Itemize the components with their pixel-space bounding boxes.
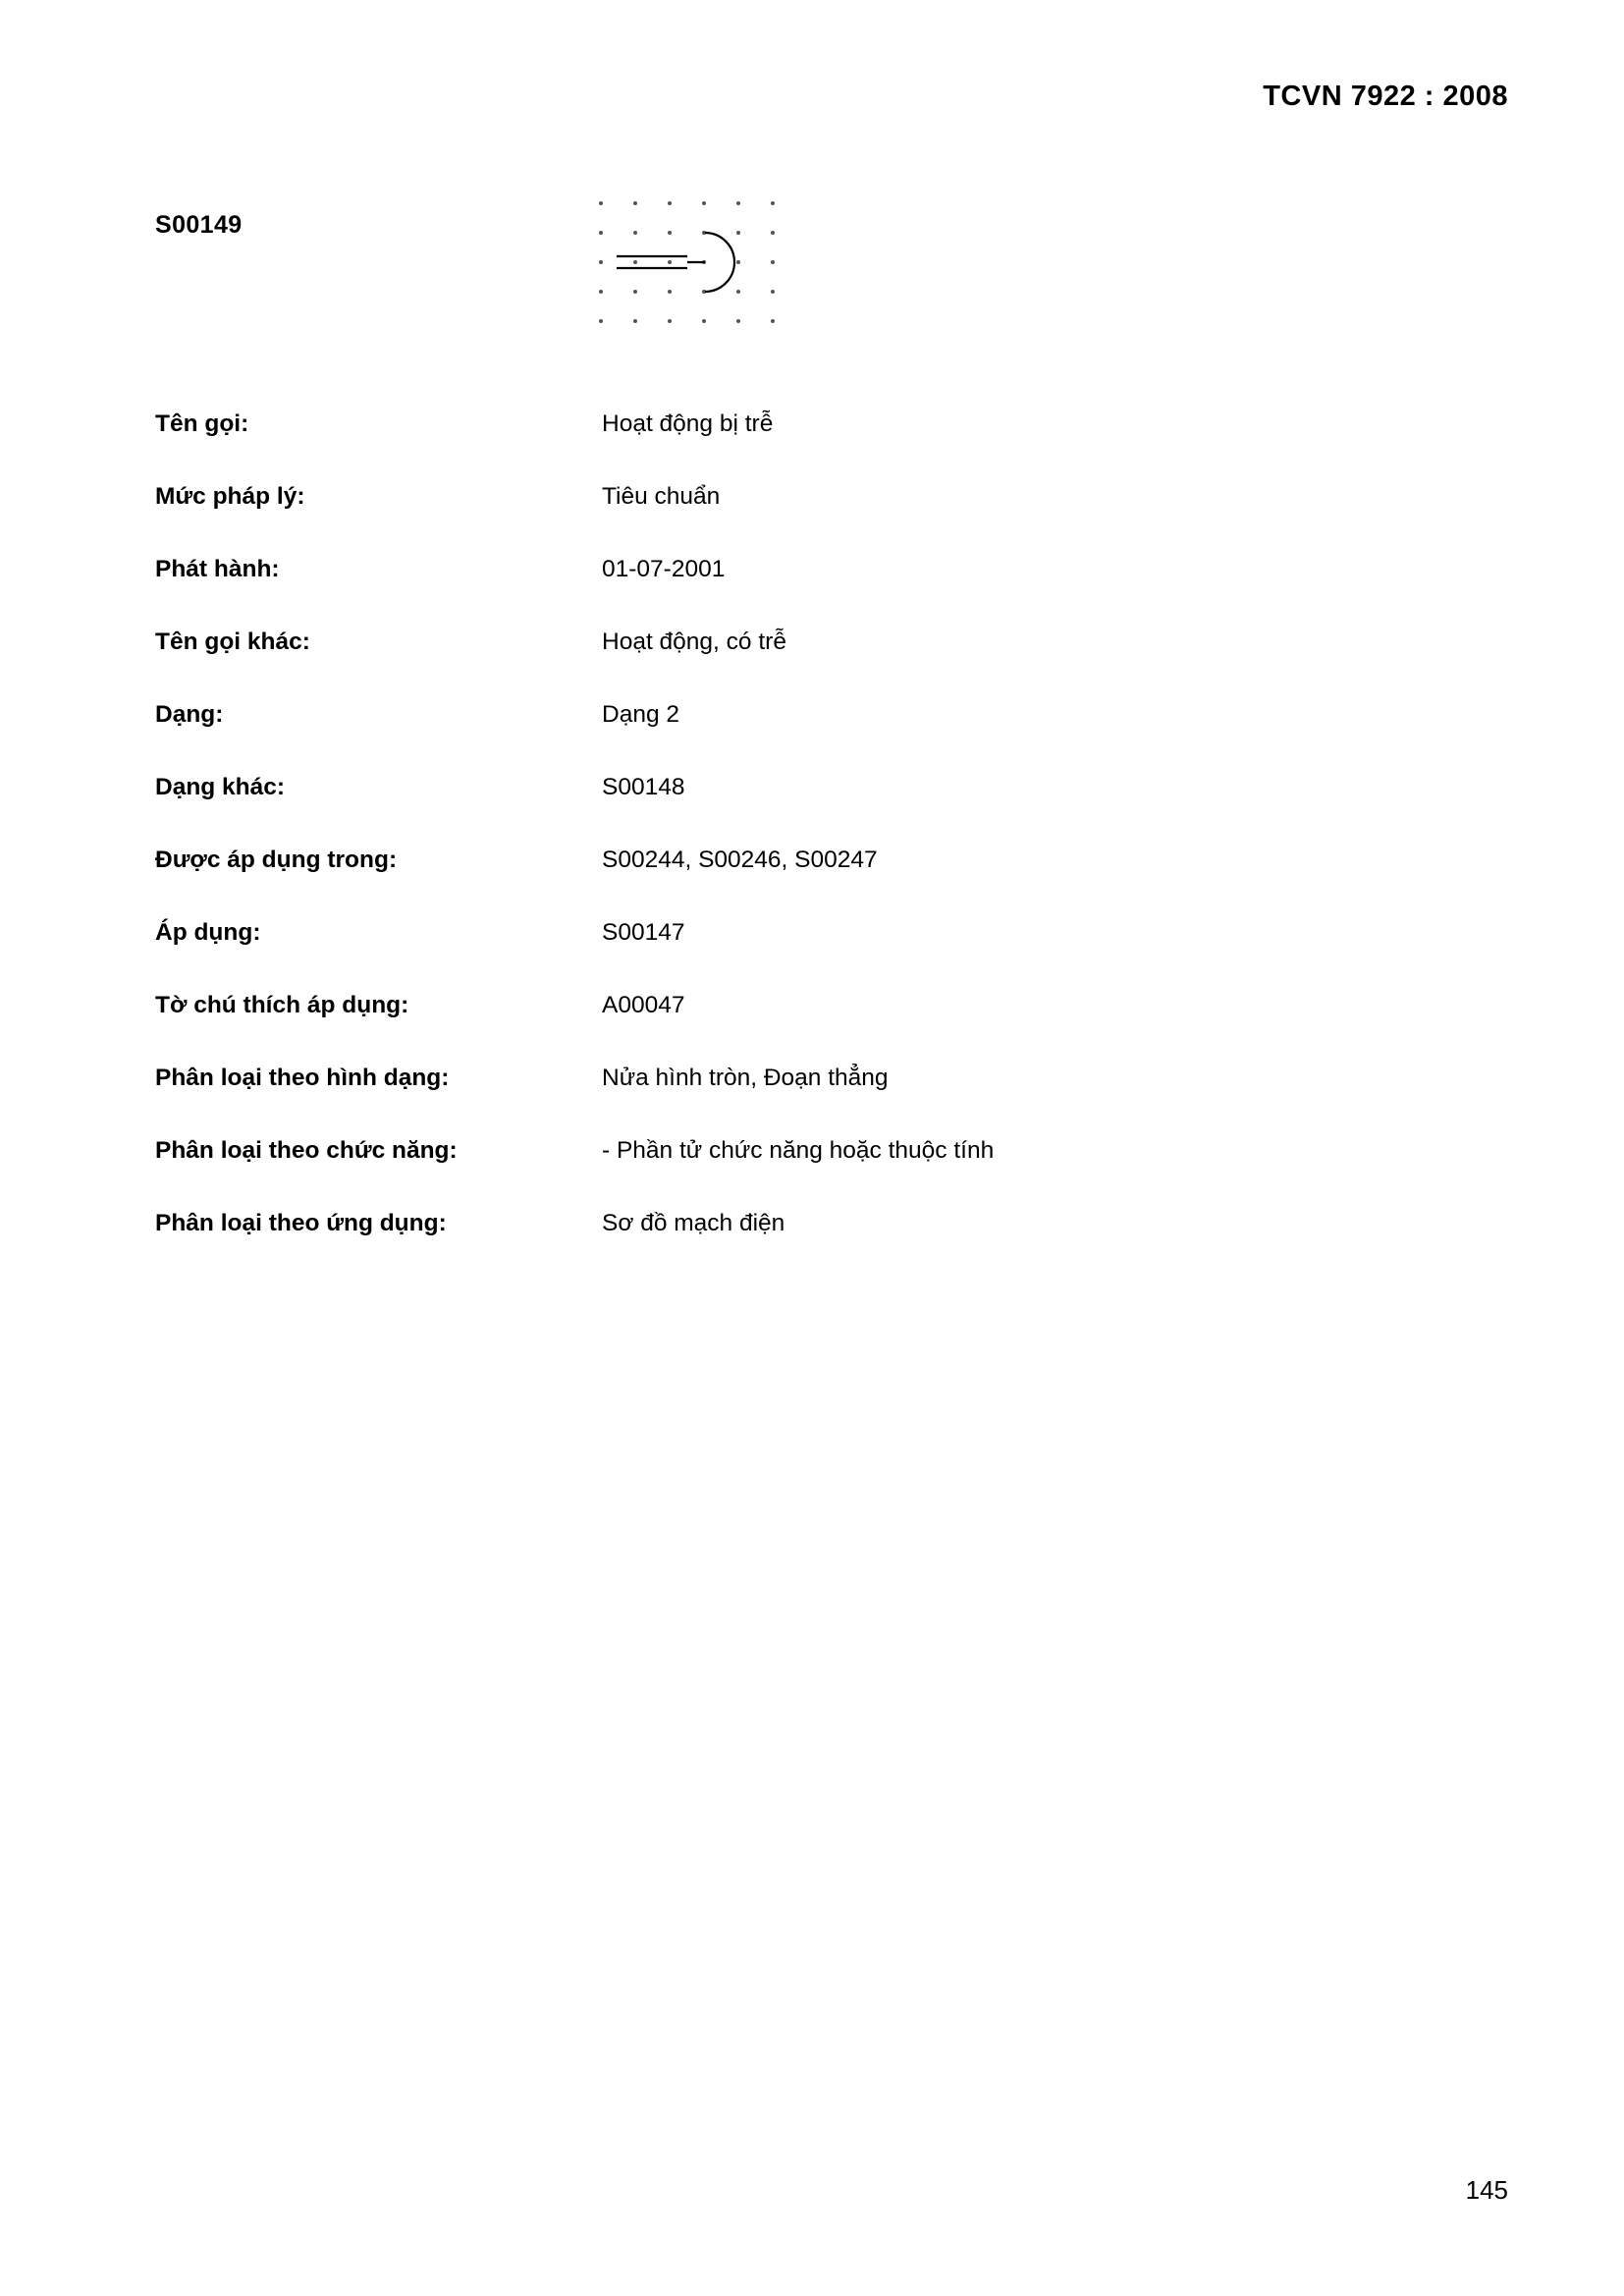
table-row	[155, 919, 1432, 992]
field-label: Phân loại theo ứng dụng:	[155, 1210, 447, 1236]
field-value: Nửa hình tròn, Đoạn thẳng	[602, 1065, 889, 1091]
field-value: A00047	[602, 992, 685, 1018]
table-row	[155, 847, 1432, 919]
field-value: Hoạt động, có trễ	[602, 629, 786, 655]
field-label: Phân loại theo hình dạng:	[155, 1065, 450, 1091]
field-value: Hoạt động bị trễ	[602, 410, 774, 437]
field-value: S00148	[602, 774, 685, 800]
field-value: 01-07-2001	[602, 556, 726, 582]
field-label: Tờ chú thích áp dụng:	[155, 992, 409, 1018]
table-row	[155, 701, 1432, 774]
table-row	[155, 1065, 1432, 1137]
table-row	[155, 629, 1432, 701]
table-row	[155, 774, 1432, 847]
table-row	[155, 1137, 1432, 1210]
field-label: Dạng khác:	[155, 774, 286, 800]
field-value: Tiêu chuẩn	[602, 483, 721, 510]
delayed-action-symbol	[589, 191, 825, 339]
field-label: Tên gọi:	[155, 410, 249, 437]
field-label: Phân loại theo chức năng:	[155, 1137, 458, 1164]
field-label: Áp dụng:	[155, 919, 261, 946]
table-row	[155, 410, 1432, 483]
field-value: Sơ đồ mạch điện	[602, 1210, 785, 1236]
field-label: Dạng:	[155, 701, 224, 728]
table-row	[155, 483, 1432, 556]
field-value: S00244, S00246, S00247	[602, 847, 878, 873]
field-label: Được áp dụng trong:	[155, 847, 398, 873]
field-value: - Phần tử chức năng hoặc thuộc tính	[602, 1137, 995, 1164]
table-row	[155, 992, 1432, 1065]
table-row	[155, 1210, 1432, 1283]
field-value: Dạng 2	[602, 701, 680, 728]
field-label: Tên gọi khác:	[155, 629, 310, 655]
standard-reference-header: TCVN 7922 : 2008	[1263, 81, 1508, 112]
field-value: S00147	[602, 919, 685, 946]
table-row	[155, 556, 1432, 629]
symbol-attribute-list	[155, 410, 1432, 1283]
field-label: Mức pháp lý:	[155, 483, 305, 510]
page-number: 145	[1465, 2175, 1508, 2205]
field-label: Phát hành:	[155, 556, 280, 582]
symbol-code: S00149	[155, 211, 243, 239]
